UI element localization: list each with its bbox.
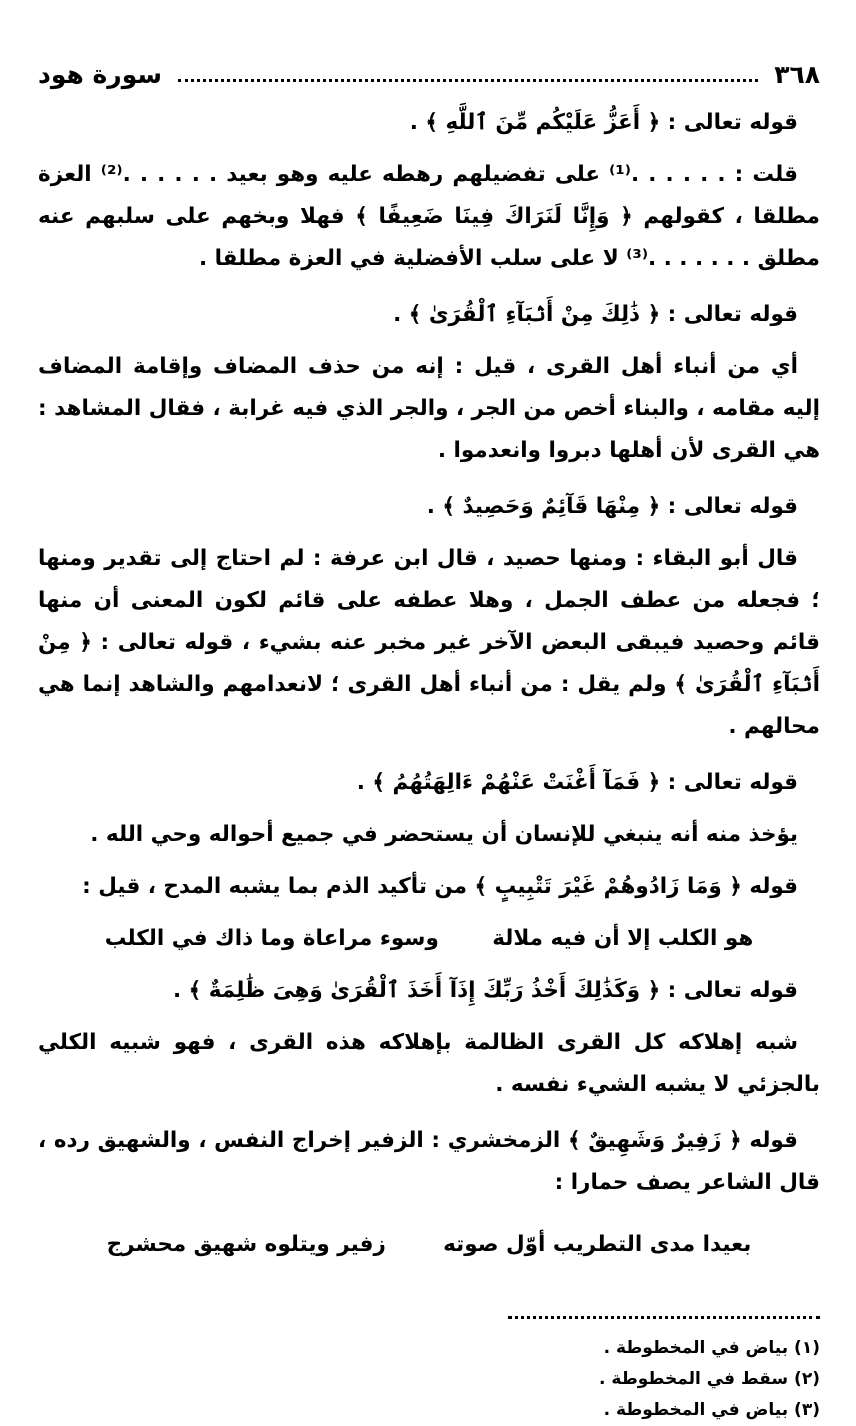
footnote: (٢) سقط في المخطوطة . [599, 1369, 820, 1389]
main-text [38, 102, 820, 1266]
paragraph: قوله ﴿ زَفِيرٌ وَشَهِيقٌ ﴾ الزمخشري : الزفير إخراج النفس ، والشهيق رده ، قال الشاعر يصف حمارا : [38, 1128, 820, 1195]
verse-hemistich-left: زفير ويتلوه شهيق محشرج [106, 1232, 386, 1257]
paragraph: قال أبو البقاء : ومنها حصيد ، قال ابن عرفة : لم احتاج إلى تقدير ومنها ؛ فجعله من عطف الجمل ، وهلا عطفه على قائم لكون المعنى أن منها قائم وحصيد فيبقى البعض الآخر غير مخبر عنه بشيء ، قوله تعالى : ﴿ مِنْ أَنۢبَآءِ ٱلْقُرَىٰ ﴾ ولم يقل : من أنباء أهل القرى ؛ لانعدامهم والشاهد إنما هي محالهم . [38, 546, 820, 739]
footnote-separator [508, 1316, 820, 1319]
verse-hemistich-right: هو الكلب إلا أن فيه ملالة [492, 926, 754, 951]
verse-hemistich-right: بعيدا مدى التطريب أوّل صوته [443, 1232, 752, 1257]
paragraph: شبه إهلاكه كل القرى الظالمة بإهلاكه هذه القرى ، فهو شبيه الكلي بالجزئي لا يشبه الشيء نفسه . [38, 1030, 820, 1097]
poetry-verse [38, 918, 820, 960]
footnotes [38, 1333, 820, 1426]
verse-hemistich-left: وسوء مراعاة وما ذاك في الكلب [104, 926, 439, 951]
page-number: ٣٦٨ [774, 59, 820, 89]
paragraph: قوله تعالى : ﴿ مِنْهَا قَآئِمٌ وَحَصِيدٌ ﴾ . [426, 494, 798, 519]
paragraph: قلت : . . . . . .⁽¹⁾ على تفضيلهم رهطه عليه وهو بعيد . . . . . .⁽²⁾ العزة مطلقا ، كقولهم ﴿ وَإِنَّا لَنَرَاكَ فِينَا ضَعِيفًا ﴾ فهلا وبخهم على سلبهم عنه مطلق . . . . . . .⁽³⁾ لا على سلب الأفضلية في العزة مطلقا . [38, 162, 820, 271]
paragraph: أي من أنباء أهل القرى ، قيل : إنه من حذف المضاف وإقامة المضاف إليه مقامه ، والبناء أخص من الجر ، والجر الذي فيه غرابة ، فقال المشاهد : هي القرى لأن أهلها دبروا وانعدموا . [38, 354, 820, 463]
footnote: (٣) بياض في المخطوطة . [603, 1400, 820, 1420]
paragraph: قوله تعالى : ﴿ فَمَآ أَغْنَتْ عَنْهُمْ ءَالِهَتُهُمُ ﴾ . [356, 770, 798, 795]
paragraph: قوله تعالى : ﴿ ذَٰلِكَ مِنْ أَنۢبَآءِ ٱلْقُرَىٰ ﴾ . [393, 302, 798, 327]
footnote: (١) بياض في المخطوطة . [603, 1338, 820, 1358]
paragraph: قوله تعالى : ﴿ أَعَزُّ عَلَيْكُم مِّنَ ٱللَّهِ ﴾ . [409, 110, 798, 135]
book-page [38, 52, 820, 1426]
paragraph: قوله ﴿ وَمَا زَادُوهُمْ غَيْرَ تَتْبِيبٍ ﴾ من تأكيد الذم بما يشبه المدح ، قيل : [82, 874, 798, 899]
paragraph: يؤخذ منه أنه ينبغي للإنسان أن يستحضر في جميع أحواله وحي الله . [90, 822, 798, 847]
poetry-verse [38, 1224, 820, 1266]
surah-title: سورة هود [38, 59, 162, 89]
paragraph: قوله تعالى : ﴿ وَكَذَٰلِكَ أَخْذُ رَبِّكَ إِذَآ أَخَذَ ٱلْقُرَىٰ وَهِىَ ظَٰلِمَةٌ ﴾ . [173, 978, 798, 1003]
page-header [38, 52, 820, 96]
header-dotted-rule [178, 79, 758, 82]
